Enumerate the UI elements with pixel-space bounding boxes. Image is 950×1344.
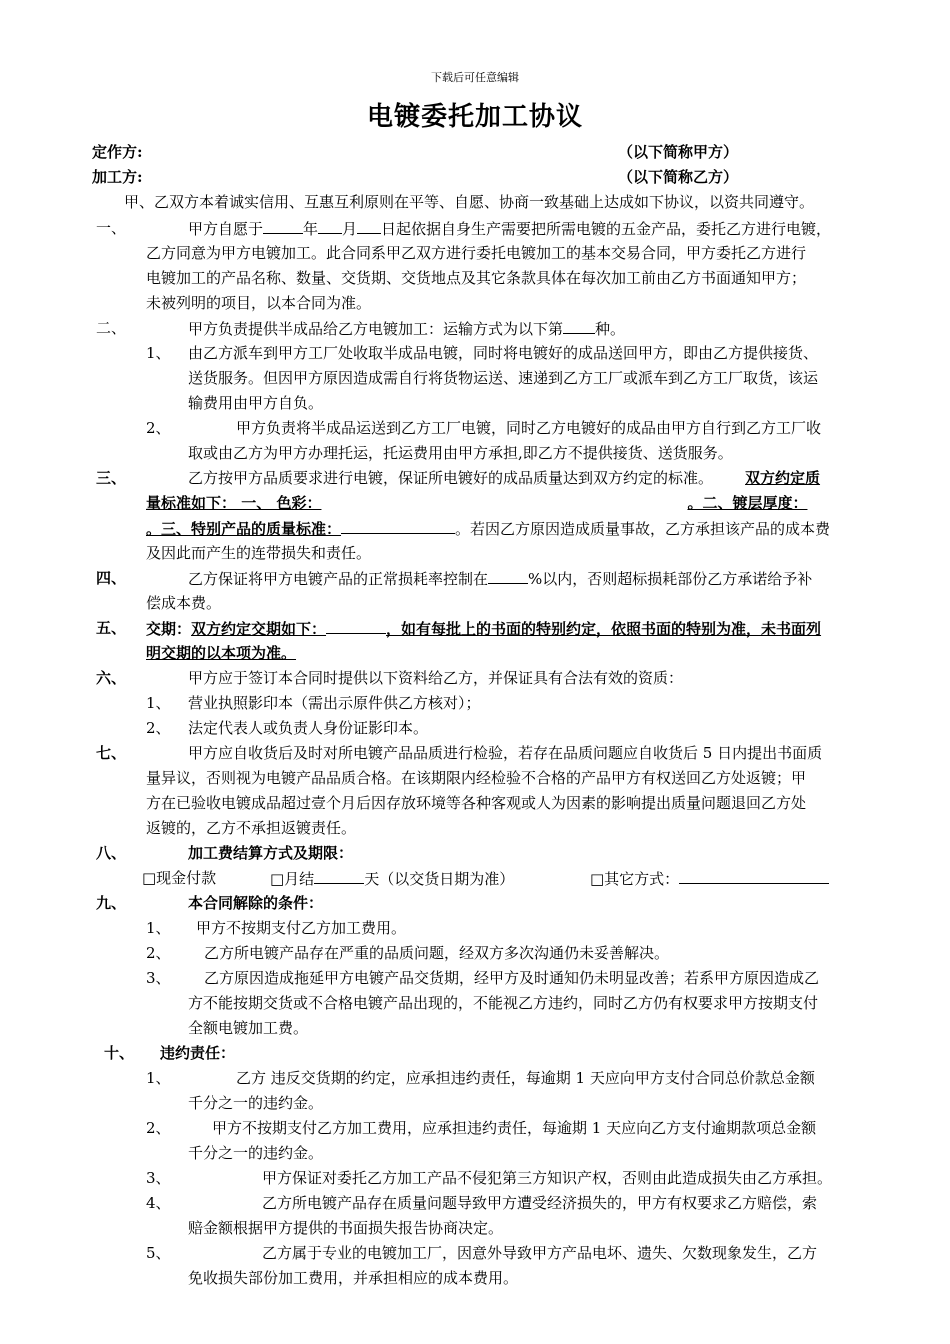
section-9-heading: 本合同解除的条件： (188, 894, 324, 912)
section-7-line-1: 甲方应自收货后及时对所电镀产品品质进行检验，若存在品质问题应自收货后 5 日内提出书面质 (188, 744, 823, 762)
section-2-item-1-line-2: 送货服务。但因甲方原因造成需自行将货物运送、速递到乙方工厂或派车到乙方工厂取货，该运 (188, 369, 819, 387)
section-4-number: 四、 (96, 569, 127, 587)
payment-option-other[interactable]: □其它方式： (590, 868, 829, 889)
section-2-number: 二、 (96, 319, 127, 337)
section-7-number: 七、 (96, 744, 127, 762)
header-note: 下载后可任意编辑 (431, 71, 519, 84)
section-4-line-1: 乙方保证将甲方电镀产品的正常损耗率控制在 %以内，否则超标损耗部份乙方承诺给予补 (188, 570, 813, 588)
section-3-line-4: 及因此而产生的连带损失和责任。 (146, 544, 372, 562)
payment-option-cash[interactable]: □现金付款 (142, 869, 217, 887)
section-9-item-3-line-3: 全额电镀加工费。 (188, 1019, 309, 1037)
section-10-item-4-line-1: 乙方所电镀产品存在质量问题导致甲方遭受经济损失的，甲方有权要求乙方赔偿，索 (262, 1194, 818, 1212)
section-6-item-1: 营业执照影印本（需出示原件供乙方核对）； (188, 694, 481, 712)
section-10-item-4-number: 4、 (146, 1194, 171, 1212)
section-7-line-4: 返镀的，乙方不承担返镀责任。 (146, 819, 357, 837)
section-1-line-3: 电镀加工的产品名称、数量、交货期、交货地点及其它条款具体在每次加工前由乙方书面通知甲方； (146, 269, 807, 287)
section-9-item-3-line-1: 乙方原因造成拖延甲方电镀产品交货期，经甲方及时通知仍未明显改善；若系甲方原因造成乙 (204, 969, 820, 987)
section-9-item-2: 乙方所电镀产品存在严重的品质问题，经双方多次沟通仍未妥善解决。 (204, 944, 670, 962)
section-5-line-1: 交期：双方约定交期如下： ，如有每批上的书面的特别约定，依照书面的特别为准，未书面列 (146, 620, 822, 638)
section-6-item-2: 法定代表人或负责人身份证影印本。 (188, 719, 429, 737)
party-a-label: 定作方: (92, 143, 143, 161)
section-10-item-1-line-2: 千分之一的违约金。 (188, 1094, 324, 1112)
section-1-number: 一、 (96, 219, 127, 237)
section-3-number: 三、 (96, 469, 127, 487)
section-7-line-2: 量异议，否则视为电镀产品品质合格。在该期限内经检验不合格的产品甲方有权送回乙方处返镀；甲 (146, 769, 807, 787)
section-6-number: 六、 (96, 669, 127, 687)
section-9-number: 九、 (96, 894, 127, 912)
party-a-alias: （以下简称甲方） (618, 143, 739, 161)
party-b-label: 加工方: (92, 168, 143, 186)
section-3-line-1: 乙方按甲方品质要求进行电镀，保证所电镀好的成品质量达到双方约定的标准。 双方约定质 (188, 469, 821, 487)
section-9-item-3-line-2: 方不能按期交货或不合格电镀产品出现的，不能视乙方违约，同时乙方仍有权要求甲方按期支付 (188, 994, 819, 1012)
section-10-item-1-number: 1、 (146, 1069, 171, 1087)
section-9-item-1-number: 1、 (146, 919, 171, 937)
section-1-line-2: 乙方同意为甲方电镀加工。此合同系甲乙双方进行委托电镀加工的基本交易合同，甲方委托乙方进行 (146, 244, 807, 262)
section-10-item-5-line-2: 免收损失部份加工费用，并承担相应的成本费用。 (188, 1269, 519, 1287)
day-blank (357, 218, 381, 234)
section-10-heading: 违约责任： (160, 1044, 236, 1062)
section-2-item-1-line-1: 由乙方派车到甲方工厂处收取半成品电镀，同时将电镀好的成品送回甲方，即由乙方提供接货、 (188, 344, 819, 362)
section-10-item-2-number: 2、 (146, 1119, 171, 1137)
section-3-line-3: 。三、特别产品的质量标准： 。若因乙方原因造成质量事故，乙方承担该产品的成本费 (146, 520, 831, 538)
section-6-item-2-number: 2、 (146, 719, 171, 737)
section-9-item-1: 甲方不按期支付乙方加工费用。 (196, 919, 407, 937)
monthly-days-blank (314, 868, 364, 884)
section-9-item-2-number: 2、 (146, 944, 171, 962)
section-2-line-1: 甲方负责提供半成品给乙方电镀加工：运输方式为以下第 种。 (188, 320, 626, 338)
section-10-item-1-line-1: 乙方 违反交货期的约定，应承担违约责任，每逾期 1 天应向甲方支付合同总价款总金额 (236, 1069, 815, 1087)
loss-rate-blank (488, 568, 528, 584)
section-5-line-2: 明交期的以本项为准。 (146, 644, 297, 662)
section-2-item-2-number: 2、 (146, 419, 171, 437)
payment-option-monthly[interactable]: □月结 天（以交货日期为准） (270, 870, 515, 888)
section-6-item-1-number: 1、 (146, 694, 171, 712)
transport-option-blank (563, 318, 595, 334)
section-10-item-2-line-1: 甲方不按期支付乙方加工费用，应承担违约责任，每逾期 1 天应向乙方支付逾期款项总金额 (212, 1119, 817, 1137)
section-2-item-1-line-3: 输费用由甲方自负。 (188, 394, 324, 412)
special-quality-blank (341, 518, 455, 534)
section-8-heading: 加工费结算方式及期限： (188, 844, 354, 862)
section-9-item-3-number: 3、 (146, 969, 171, 987)
section-6-line-1: 甲方应于签订本合同时提供以下资料给乙方，并保证具有合法有效的资质： (188, 669, 684, 687)
section-10-item-3-number: 3、 (146, 1169, 171, 1187)
section-4-line-2: 偿成本费。 (146, 594, 222, 612)
section-10-item-2-line-2: 千分之一的违约金。 (188, 1144, 324, 1162)
other-method-blank (679, 868, 829, 884)
intro-paragraph: 甲、乙双方本着诚实信用、互惠互利原则在平等、自愿、协商一致基础上达成如下协议，以资共同遵守。 (124, 193, 815, 211)
section-2-item-1-number: 1、 (146, 344, 171, 362)
section-10-item-4-line-2: 赔金额根据甲方提供的书面损失报告协商决定。 (188, 1219, 504, 1237)
section-10-item-3: 甲方保证对委托乙方加工产品不侵犯第三方知识产权，否则由此造成损失由乙方承担。 (262, 1169, 833, 1187)
section-2-item-2-line-2: 取或由乙方为甲方办理托运，托运费用由甲方承担,即乙方不提供接货、送货服务。 (188, 444, 733, 462)
section-1-line-4: 未被列明的项目，以本合同为准。 (146, 294, 372, 312)
section-10-item-5-number: 5、 (146, 1244, 171, 1262)
section-10-number: 十、 (104, 1044, 135, 1062)
document-title: 电镀委托加工协议 (366, 102, 583, 132)
section-2-item-2-line-1: 甲方负责将半成品运送到乙方工厂电镀，同时乙方电镀好的成品由甲方自行到乙方工厂收 (236, 419, 822, 437)
section-8-number: 八、 (96, 844, 127, 862)
section-3-line-2: 量标准如下： 一、 色彩： 。二、镀层厚度： (146, 494, 808, 512)
delivery-term-blank (326, 618, 386, 634)
year-blank (263, 218, 303, 234)
month-blank (318, 218, 342, 234)
section-5-number: 五、 (96, 619, 127, 637)
party-b-alias: （以下简称乙方） (618, 168, 739, 186)
section-1-line-1: 甲方自愿于 年 月 日起依据自身生产需要把所需电镀的五金产品，委托乙方进行电镀， (188, 220, 832, 238)
section-7-line-3: 方在已验收电镀成品超过壹个月后因存放环境等各种客观或人为因素的影响提出质量问题退回乙方处 (146, 794, 807, 812)
section-10-item-5-line-1: 乙方属于专业的电镀加工厂，因意外导致甲方产品电坏、遗失、欠数现象发生，乙方 (262, 1244, 818, 1262)
